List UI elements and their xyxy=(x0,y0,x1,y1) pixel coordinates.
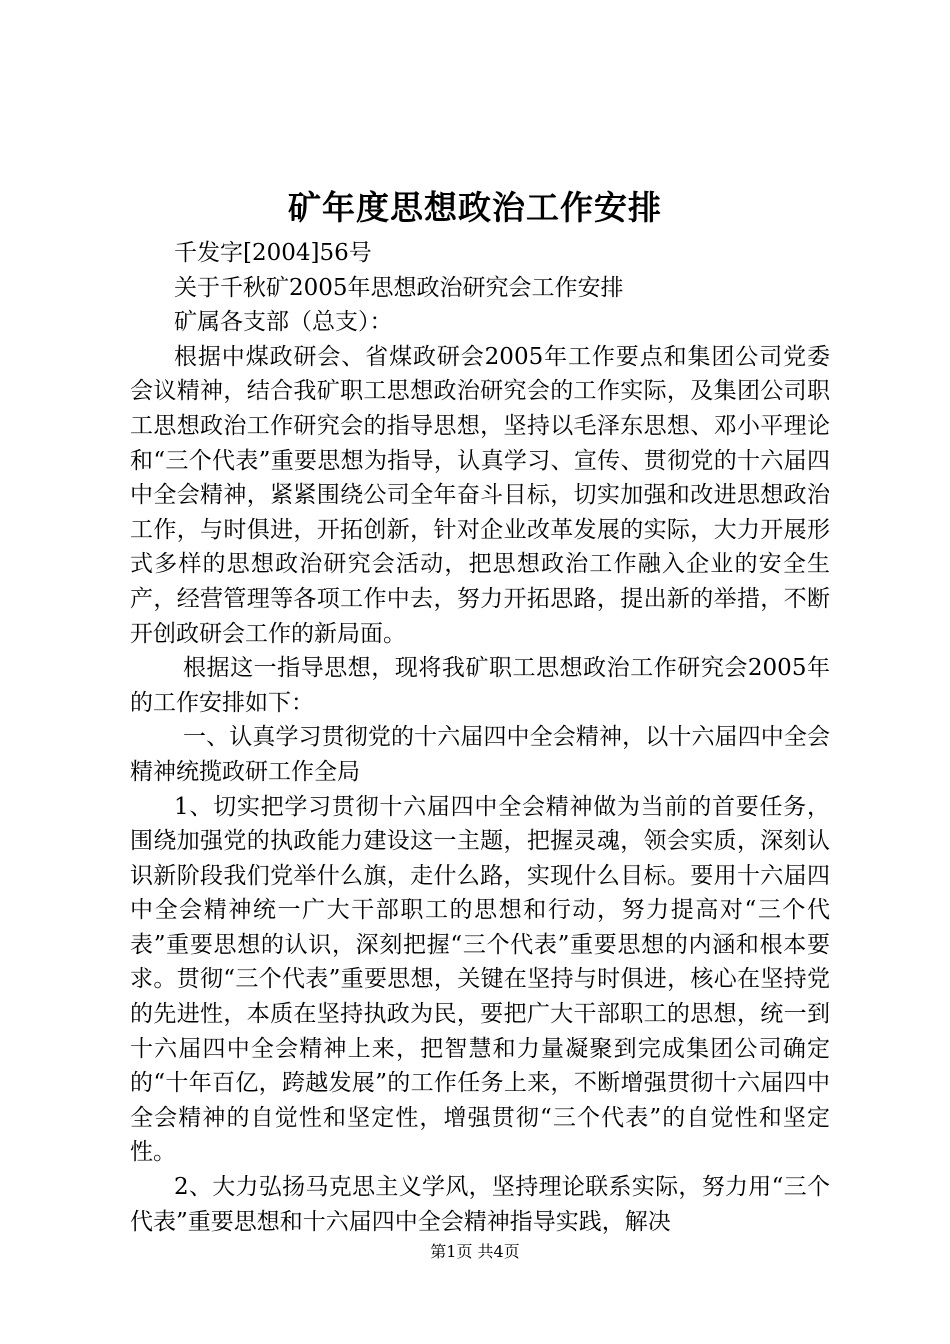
document-subject: 关于千秋矿2005年思想政治研究会工作安排 xyxy=(174,274,624,301)
document-addressee: 矿属各支部（总支）： xyxy=(174,309,393,336)
item-1: 1、切实把学习贯彻十六届四中全会精神做为当前的首要任务，围绕加强党的执政能力建设这一主题，把握灵魂，领会实质，深刻认识新阶段我们党举什么旗，走什么路，实现什么目标。要用十六届四中全会精神统一广大干部职工的思想和行动，努力提高对“三个代表”重要思想的认识，深刻把握“三个代表”重要思想的内涵和根本要求。贯彻“三个代表”重要思想，关键在坚持与时俱进，核心在坚持党的先进性，本质在坚持执政为民，要把广大干部职工的思想，统一到十六届四中全会精神上来，把智慧和力量凝聚到完成集团公司确定的“十年百亿，跨越发展”的工作任务上来，不断增强贯彻十六届四中全会精神的自觉性和坚定性，增强贯彻“三个代表”的自觉性和坚定性。 xyxy=(130,793,830,1166)
paragraph-guiding-principle: 根据中煤政研会、省煤政研会2005年工作要点和集团公司党委会议精神，结合我矿职工思想政治研究会的工作实际，及集团公司职工思想政治工作研究会的指导思想，坚持以毛泽东思想、邓小平理论和“三个代表”重要思想为指导，认真学习、宣传、贯彻党的十六届四中全会精神，紧紧围绕公司全年奋斗目标，切实加强和改进思想政治工作，与时俱进，开拓创新，针对企业改革发展的实际，大力开展形式多样的思想政治研究会活动，把思想政治工作融入企业的安全生产，经营管理等各项工作中去，努力开拓思路，提出新的举措，不断开创政研会工作的新局面。 xyxy=(130,343,830,647)
document-body xyxy=(130,236,830,1239)
paragraph-arrangement-intro: 根据这一指导思想，现将我矿职工思想政治工作研究会2005年的工作安排如下： xyxy=(130,655,830,716)
document-title: 矿年度思想政治工作安排 xyxy=(288,188,662,227)
section-heading-1: 一、认真学习贯彻党的十六届四中全会精神，以十六届四中全会精神统揽政研工作全局 xyxy=(130,724,830,785)
document-number: 千发字[2004]56号 xyxy=(174,240,372,266)
page-footer: 第1页 共4页 xyxy=(430,1242,520,1261)
item-2: 2、大力弘扬马克思主义学风，坚持理论联系实际，努力用“三个代表”重要思想和十六届四中全会精神指导实践，解决 xyxy=(130,1174,830,1235)
